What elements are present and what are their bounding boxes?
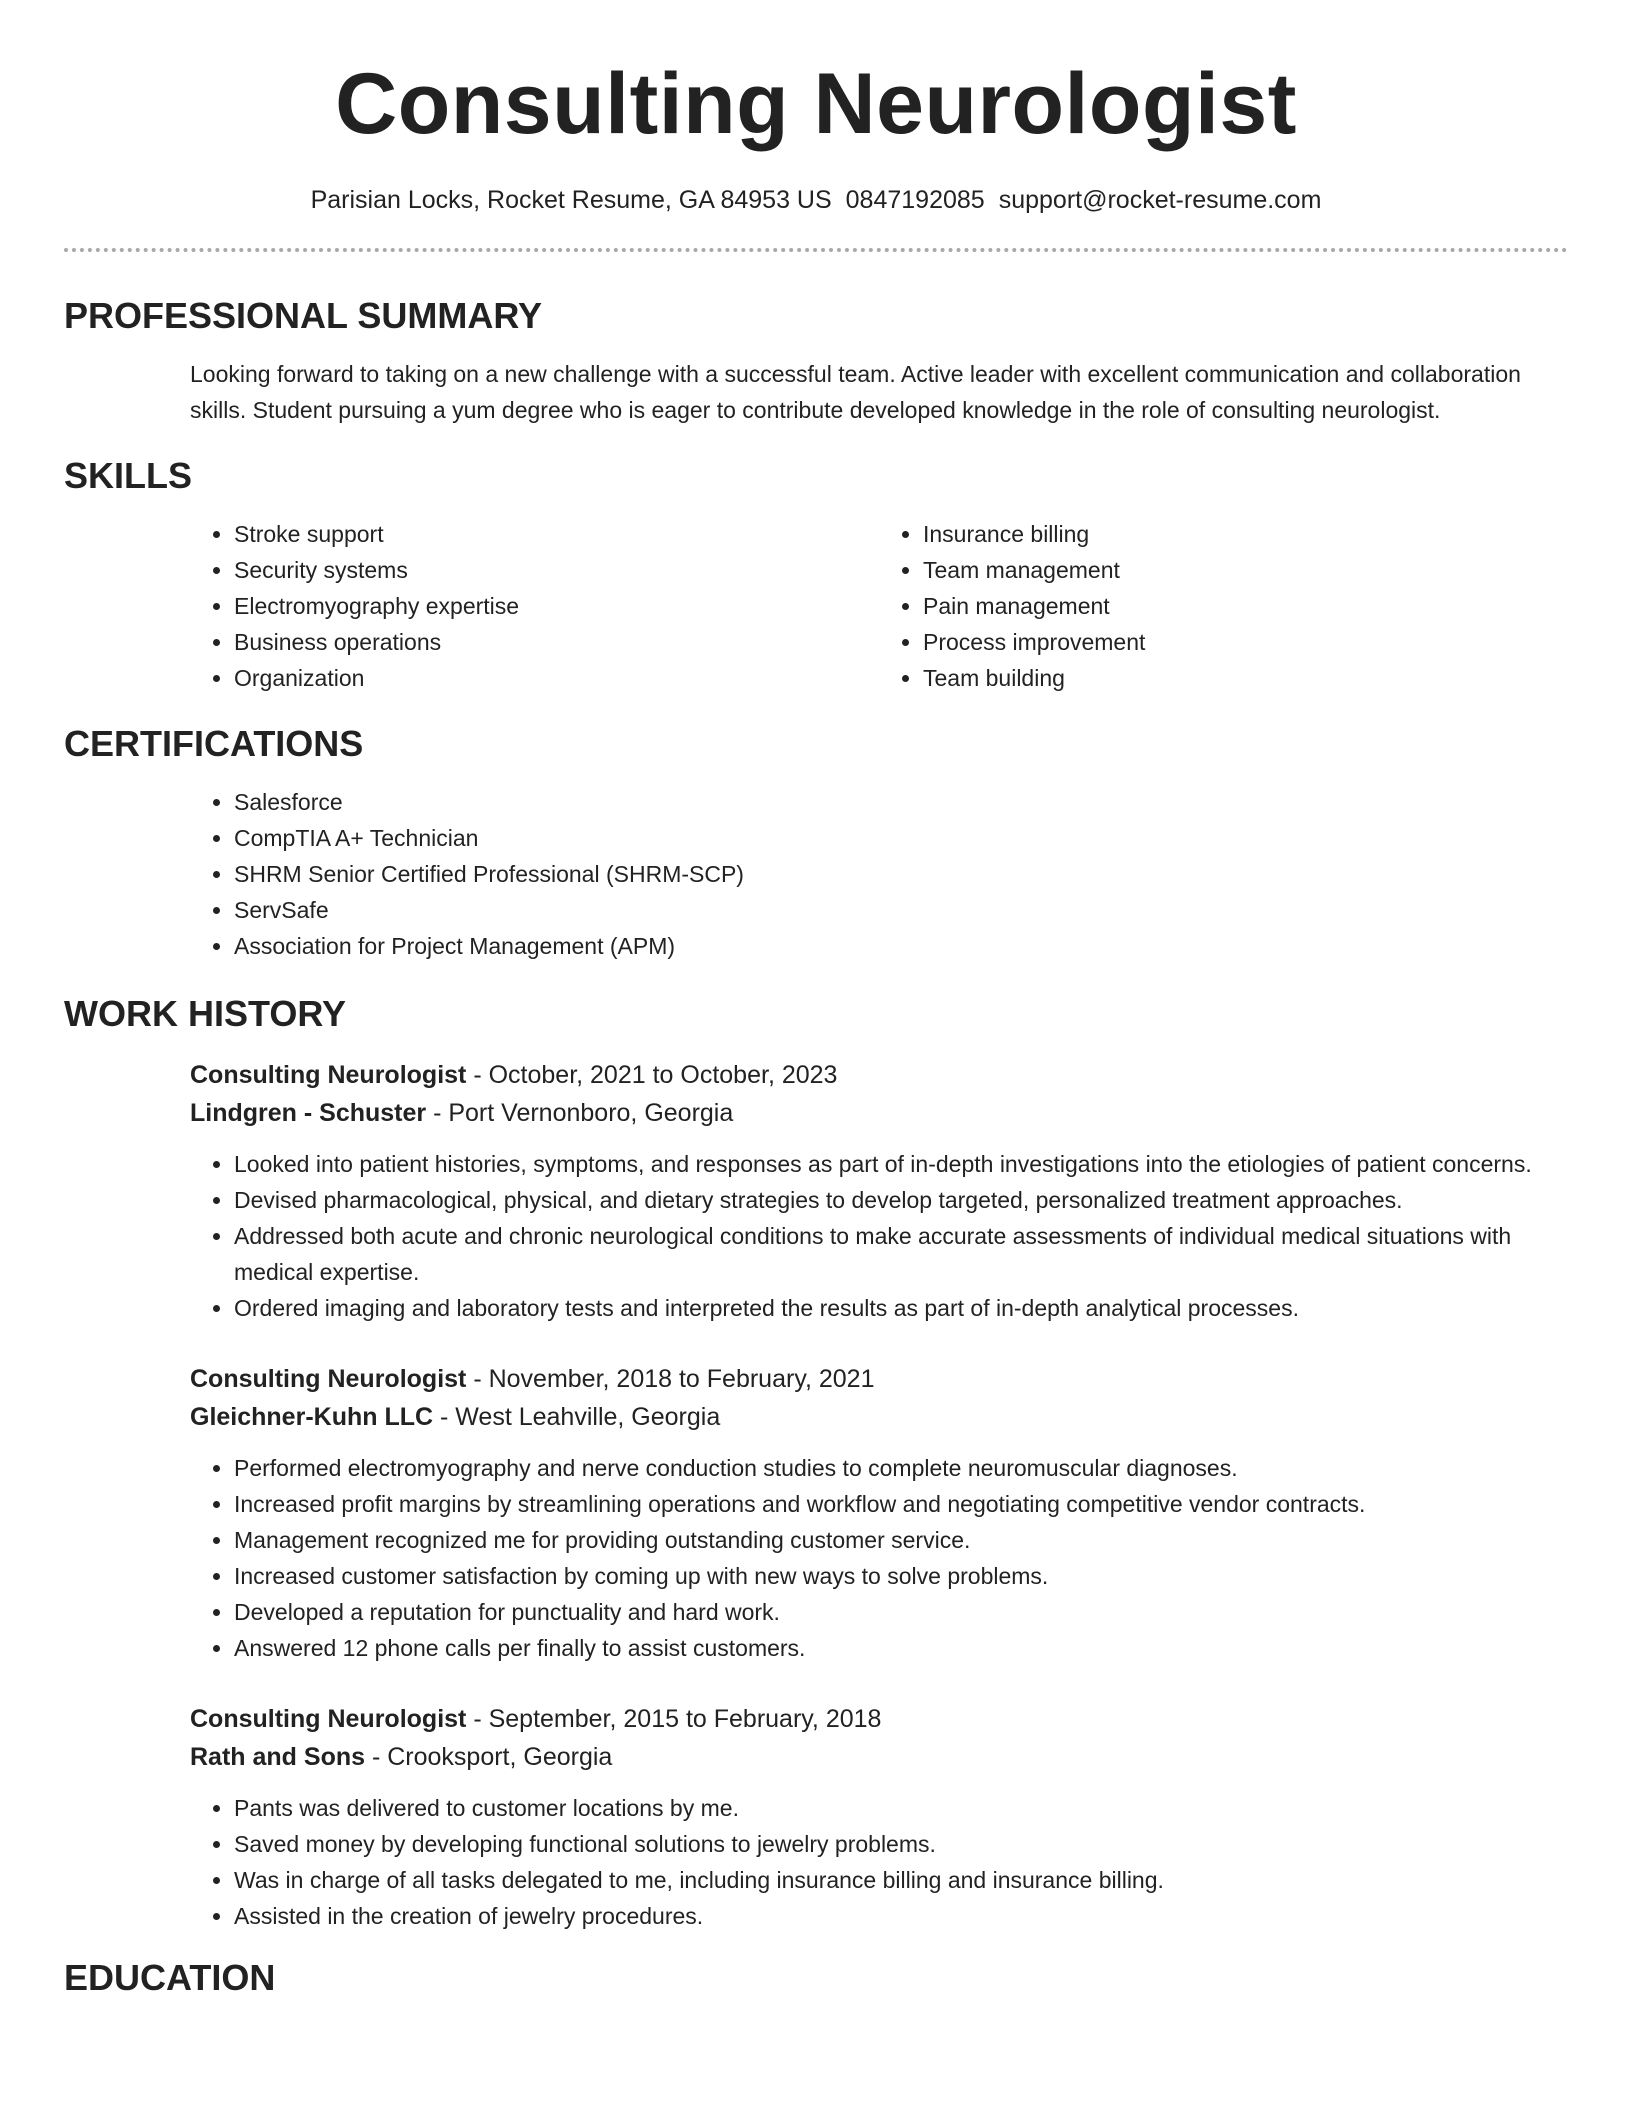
- skill-item: • Process improvement: [923, 624, 1568, 660]
- job-bullet: • Answered 12 phone calls per finally to assist customers.: [234, 1630, 1568, 1666]
- skill-item: • Team management: [923, 552, 1568, 588]
- job-company: Lindgren - Schuster: [190, 1099, 427, 1127]
- certification-item: • Salesforce: [234, 784, 1568, 820]
- job-location: - Crooksport, Georgia: [365, 1743, 613, 1771]
- skill-item: • Stroke support: [234, 516, 879, 552]
- skill-item: • Electromyography expertise: [234, 588, 879, 624]
- job-bullet: • Assisted in the creation of jewelry procedures.: [234, 1898, 1568, 1934]
- job-bullets: [190, 1146, 1568, 1326]
- summary-text: Looking forward to taking on a new challenge with a successful team. Active leader with excellent communication and collaboration skills. Student pursuing a yum degree who is eager to contribute developed knowledge in the role of consulting neurologist.: [190, 361, 1521, 423]
- certification-item: • CompTIA A+ Technician: [234, 820, 1568, 856]
- job-bullet: • Devised pharmacological, physical, and dietary strategies to develop targeted, personalized treatment approaches.: [234, 1182, 1568, 1218]
- summary-section: [0, 294, 1632, 428]
- job-company-line: [190, 1738, 1568, 1776]
- job-bullet: • Pants was delivered to customer locations by me.: [234, 1790, 1568, 1826]
- job-bullets: [190, 1790, 1568, 1934]
- job-entry: [190, 1360, 1568, 1666]
- skill-item: • Insurance billing: [923, 516, 1568, 552]
- job-company-line: [190, 1094, 1568, 1132]
- job-role: Consulting Neurologist: [190, 1365, 467, 1393]
- skills-list-left: [190, 516, 879, 696]
- contact-email: support@rocket-resume.com: [998, 186, 1322, 214]
- certifications-title: CERTIFICATIONS: [64, 723, 364, 764]
- job-bullet: • Saved money by developing functional solutions to jewelry problems.: [234, 1826, 1568, 1862]
- certification-item: • SHRM Senior Certified Professional (SHRM-SCP): [234, 856, 1568, 892]
- job-company-line: [190, 1398, 1568, 1436]
- contact-line: [0, 184, 1632, 216]
- skills-title: SKILLS: [64, 455, 193, 496]
- job-bullets: [190, 1450, 1568, 1666]
- skills-columns: [190, 516, 1568, 696]
- certifications-section: [0, 722, 1632, 964]
- job-title-line: [190, 1700, 1568, 1738]
- skills-section: [0, 454, 1632, 696]
- job-bullet: • Looked into patient histories, symptoms, and responses as part of in-depth investigations into the etiologies of patient concerns.: [234, 1146, 1568, 1182]
- certifications-list: [190, 784, 1568, 964]
- job-bullet: • Management recognized me for providing outstanding customer service.: [234, 1522, 1568, 1558]
- contact-address: Parisian Locks, Rocket Resume, GA 84953 US: [310, 186, 832, 214]
- job-title-line: [190, 1360, 1568, 1398]
- resume-name: Consulting Neurologist: [335, 56, 1297, 152]
- skills-list-right: [879, 516, 1568, 696]
- header-divider: [64, 248, 1568, 252]
- certification-item: • ServSafe: [234, 892, 1568, 928]
- job-entry: [190, 1056, 1568, 1326]
- job-bullet: • Addressed both acute and chronic neurological conditions to make accurate assessments of individual medical situations with medical expertise.: [234, 1218, 1568, 1290]
- job-dates: - October, 2021 to October, 2023: [466, 1061, 838, 1089]
- certification-item: • Association for Project Management (APM): [234, 928, 1568, 964]
- job-company: Gleichner-Kuhn LLC: [190, 1403, 434, 1431]
- work-history-title: WORK HISTORY: [64, 993, 347, 1034]
- job-role: Consulting Neurologist: [190, 1705, 467, 1733]
- skill-item: • Pain management: [923, 588, 1568, 624]
- job-bullet: • Ordered imaging and laboratory tests and interpreted the results as part of in-depth analytical processes.: [234, 1290, 1568, 1326]
- job-bullet: • Was in charge of all tasks delegated to me, including insurance billing and insurance billing.: [234, 1862, 1568, 1898]
- job-dates: - November, 2018 to February, 2021: [466, 1365, 875, 1393]
- job-dates: - September, 2015 to February, 2018: [466, 1705, 882, 1733]
- job-location: - West Leahville, Georgia: [433, 1403, 721, 1431]
- job-entry: [190, 1700, 1568, 1934]
- work-history-section: [0, 992, 1632, 1934]
- job-bullet: • Developed a reputation for punctuality and hard work.: [234, 1594, 1568, 1630]
- education-section: [0, 1956, 1632, 2000]
- skill-item: • Business operations: [234, 624, 879, 660]
- skill-item: • Team building: [923, 660, 1568, 696]
- skill-item: • Organization: [234, 660, 879, 696]
- job-bullet: • Performed electromyography and nerve conduction studies to complete neuromuscular diagnoses.: [234, 1450, 1568, 1486]
- summary-title: PROFESSIONAL SUMMARY: [64, 295, 543, 336]
- job-bullet: • Increased profit margins by streamlining operations and workflow and negotiating competitive vendor contracts.: [234, 1486, 1568, 1522]
- job-title-line: [190, 1056, 1568, 1094]
- skill-item: • Security systems: [234, 552, 879, 588]
- job-company: Rath and Sons: [190, 1743, 366, 1771]
- job-bullet: • Increased customer satisfaction by coming up with new ways to solve problems.: [234, 1558, 1568, 1594]
- job-location: - Port Vernonboro, Georgia: [426, 1099, 734, 1127]
- education-title: EDUCATION: [64, 1957, 276, 1998]
- job-role: Consulting Neurologist: [190, 1061, 467, 1089]
- contact-phone: 0847192085: [845, 186, 985, 214]
